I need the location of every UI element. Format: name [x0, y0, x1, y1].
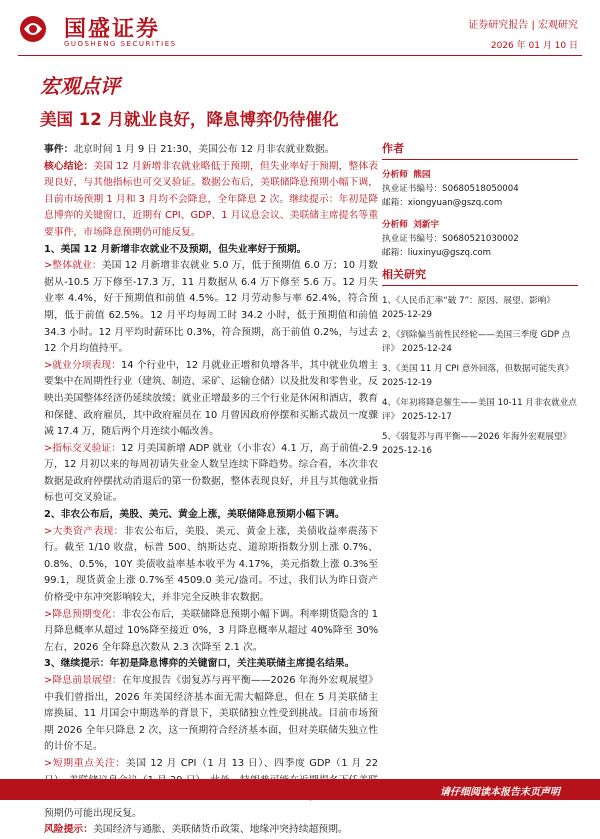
- header-divider: [18, 55, 582, 56]
- author-line: [382, 168, 578, 182]
- s3-p2-text: 美国 12 月 CPI（1 月 13 日）、四季度 GDP（1 月 22 预期仍可能出现反复。: [44, 757, 378, 819]
- author-email[interactable]: 邮箱：xiongyuan@gszq.com: [382, 198, 503, 208]
- s1-paragraph-1: [44, 258, 378, 358]
- logo-text: 国盛证券: [64, 17, 161, 42]
- s1-p1-text: 美国 12 月新增非农就业 5.0 万，低于预期值 6.0 万；10 月数据从-10.5 万下修至-17.3 万，11 月数据从 6.4 万下修至 5.6 万。12 月失业率 4.4%，好于预期值和前值 4.5%。12 月劳动参与率 62.4%，符合预期，低于前值 62.5%。12 月平均每周工时 34.2 小时，低于预期值和前值 34.3 小时。12 月平均时薪环比 0.3%，符合预期，高于前值 0.2%，与过去 12 个月均值持平。: [44, 260, 378, 355]
- section-2-title: 2、非农公布后，美股、美元、黄金上涨，美联储降息预期小幅下调。: [44, 509, 345, 521]
- report-header: [0, 0, 600, 60]
- related-report-link[interactable]: 5、《弱复苏与再平衡——2026 年海外宏观展望》 2025-12-16: [382, 432, 572, 456]
- author-cert: 执业证书编号：S0680521030002: [382, 234, 519, 244]
- s2-paragraph-2: [44, 607, 378, 657]
- author-card: [382, 218, 578, 260]
- report-category: 证券研究报告 | 宏观研究: [468, 20, 578, 31]
- related-report-link[interactable]: 2、《到除偏当前性民经轮——美国三季度 GDP 点评》 2025-12-24: [382, 330, 571, 354]
- author-name: 熊园: [413, 170, 431, 180]
- related-report-link[interactable]: 3、《美国 11 月 CPI 意外回落，但数据可能失真》 2025-12-19: [382, 364, 574, 388]
- section-3-title: 3、继续提示：年初是降息博弈的关键窗口，关注美联储主席提名结果。: [44, 658, 355, 670]
- footer-bar: [0, 779, 600, 800]
- event-text: 北京时间 1 月 9 日 21:30，美国公布 12 月非农就业数据。: [73, 144, 335, 155]
- s2-p2-text: 非农公布后，美联储降息预期小幅下调。利率期货隐含的 1 月降息概率从超过 10%降至接近 0%，3 月降息概率从超过 40%降至 30%左右，2026 全年降息次数从 2.3 次降至 2.1 次。: [44, 608, 378, 653]
- s2-p1-label: >大类资产表现：: [44, 525, 124, 537]
- s1-p1-label: >整体就业：: [44, 260, 102, 272]
- s1-p2-text: 14 个行业中，12 月就业正增和负增各半，其中就业负增主要集中在周期性行业（建筑、制造、采矿、运输仓储）以及批发和零售业，反映出美国整体经济仍延续放缓；就业正增最多的三个行业是休闲和酒店，教育和保健、政府雇员，其中政府雇员在 10 月曾因政府停摆和买断式裁员一度骤减 17.4 万，随后两个月连续小幅改善。: [44, 359, 378, 438]
- author-name: 刘新宇: [413, 220, 440, 230]
- s2-p2-label: >降息预期变化：: [44, 608, 122, 620]
- author-cert: 执业证书编号：S0680518050004: [382, 184, 519, 194]
- s3-p1-text: 在年度报告《弱复苏与再平衡——2026 年海外宏观展望》中我们曾指出，2026 年美国经济基本面无需大幅降息，但在 5 月美联储主席换届、11 月国会中期选举的背景下，美联储独立性受到挑战。目前市场预期 2026 全年只降息 2 次，这一预期符合经济基本面，但对美联储失独立性的计价不足。: [44, 675, 378, 753]
- related-report-link[interactable]: 4、《年初将降息催生——美国 10-11 月非农就业点评》 2025-12-17: [382, 398, 577, 422]
- event-label: 事件：: [44, 144, 74, 155]
- risk-text: 美国经济与通胀、美联储货币政策、地缘冲突持续超预期。: [92, 824, 348, 836]
- author-role: 分析师: [382, 220, 408, 230]
- s1-p2-label: >就业分项表现：: [44, 359, 121, 371]
- core-paragraph: [44, 159, 378, 242]
- risk-label: 风险提示：: [44, 824, 93, 836]
- core-label: 核心结论：: [44, 160, 94, 172]
- author-card: [382, 168, 578, 210]
- author-email[interactable]: 邮箱：liuxinyu@gszq.com: [382, 248, 492, 258]
- s1-paragraph-2: [44, 358, 378, 441]
- authors-heading: 作者: [382, 142, 578, 160]
- s3-p2-label: >短期重点关注：: [44, 757, 126, 769]
- s2-paragraph-1: [44, 524, 378, 607]
- guosheng-logo-icon: [18, 14, 58, 44]
- footer-disclaimer: 请仔细阅读本报告末页声明: [440, 787, 560, 798]
- s1-p3-label: >指标交叉验证：: [44, 442, 122, 454]
- report-type: 宏观点评: [40, 74, 120, 98]
- page-title: 美国 12 月就业良好，降息博弈仍待催化: [40, 110, 339, 129]
- author-line: [382, 218, 578, 232]
- related-heading: 相关研究: [382, 268, 578, 286]
- related-report-link[interactable]: 1、《人民币汇率“破 7”：原因、展望、影响》 2025-12-29: [382, 296, 555, 320]
- s2-p1-text: 非农公布后，美股、美元、黄金上涨，美债收益率震荡下行。截至 1/10 收盘，标普 500、纳斯达克、道琼斯指数分别上涨 0.7%、0.8%、0.5%，10Y 美债收益率基本收平为 4.17%，美元指数上涨 0.3%至 99.1，现货黄金上涨 0.7%至 4509.0 美元/盎司。不过，我们认为昨日资产价格受中东冲突影响较大，并非完全反映非农数据。: [44, 525, 378, 604]
- author-role: 分析师: [382, 170, 408, 180]
- section-1-title: 1、美国 12 月新增非农就业不及预期，但失业率好于预期。: [44, 243, 307, 255]
- s1-paragraph-3: [44, 441, 378, 507]
- s3-p1-label: >降息前景展望：: [44, 675, 122, 686]
- event-paragraph: [44, 142, 378, 159]
- report-date: 2026 年 01 月 10 日: [490, 41, 578, 51]
- logo-subtext: GUOSHENG SECURITIES: [64, 40, 177, 48]
- core-text: 美国 12 月新增非农就业略低于预期，但失业率好于预期，整体表现良好，与其他指标也可交叉验证。数据公布后，美联储降息预期小幅下调，目前市场预期 1 月和 3 月均不会降息，全年降息 2 次。继续提示：年初是降息博弈的关键窗口，近期有 CPI、GDP、1 月议息会议、美联储主席提名等重要事件，市场降息预期仍可能反复。: [44, 160, 378, 238]
- s3-paragraph-1: [44, 673, 378, 756]
- report-body: [44, 142, 378, 839]
- s1-p3-text: 12 月美国新增 ADP 就业（小非农）4.1 万，高于前值-2.9 万，12 月初以来的每周初请失业金人数呈连续下降趋势。综合看，本次非农数据是政府停摆扰动消退后的第一份数据，整体表现良好，并且与其他就业指标也可交叉验证。: [44, 442, 378, 504]
- sidebar: [382, 142, 578, 464]
- risk-paragraph: [44, 822, 378, 839]
